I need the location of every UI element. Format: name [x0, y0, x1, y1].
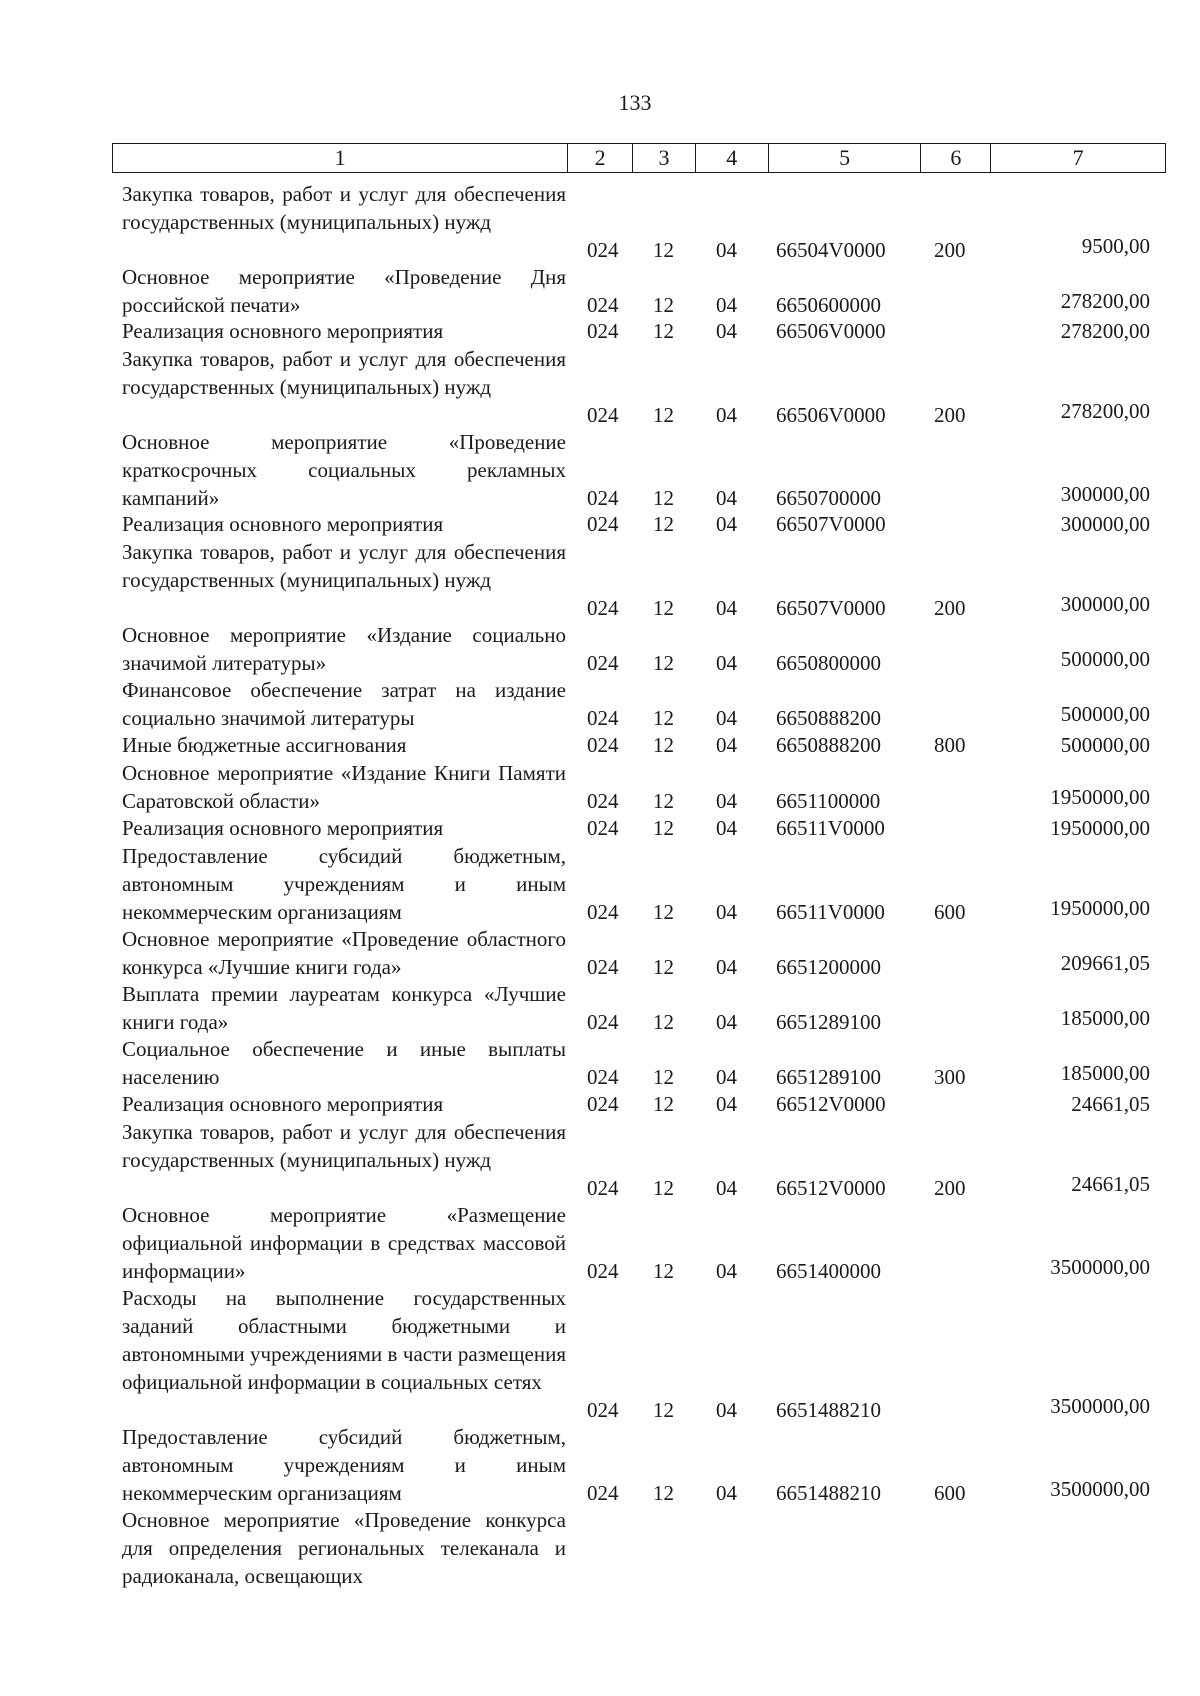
table-row: [0, 1201, 1200, 1285]
row-subsection: 04: [716, 789, 737, 813]
table-row: [0, 842, 1200, 926]
row-section: 12: [653, 900, 674, 924]
row-target-article: 6650700000: [776, 486, 881, 510]
row-section: 12: [653, 293, 674, 317]
row-admin-code: 024: [587, 319, 619, 343]
row-target-article: 66511V0000: [776, 816, 885, 840]
row-subsection: 04: [716, 1010, 737, 1034]
row-target-article: 66506V0000: [776, 319, 886, 343]
page-number: 133: [618, 90, 652, 115]
table-row: [0, 759, 1200, 815]
row-description: Основное мероприятие «Проведение Дня российской печати»: [122, 265, 566, 317]
row-admin-code: 024: [587, 1092, 619, 1116]
row-subsection: 04: [716, 512, 737, 536]
row-admin-code: 024: [587, 955, 619, 979]
row-target-article: 6651200000: [776, 955, 881, 979]
header-col-5: 5: [769, 144, 922, 172]
row-amount: 278200,00: [1060, 319, 1150, 343]
table-row: [0, 1423, 1200, 1507]
table-row: [0, 621, 1200, 677]
table-row: [0, 814, 1200, 842]
row-admin-code: 024: [587, 1259, 619, 1283]
row-subsection: 04: [716, 293, 737, 317]
row-section: 12: [653, 1398, 674, 1422]
row-admin-code: 024: [587, 651, 619, 675]
row-section: 12: [653, 1481, 674, 1505]
row-amount: 500000,00: [1060, 702, 1150, 726]
row-subsection: 04: [716, 733, 737, 757]
row-description: Основное мероприятие «Издание социально значимой литературы»: [122, 623, 566, 675]
row-target-article: 66512V0000: [776, 1176, 886, 1200]
row-section: 12: [653, 403, 674, 427]
row-subsection: 04: [716, 238, 737, 262]
row-admin-code: 024: [587, 596, 619, 620]
row-subsection: 04: [716, 1259, 737, 1283]
row-subsection: 04: [716, 1481, 737, 1505]
row-section: 12: [653, 1092, 674, 1116]
row-admin-code: 024: [587, 1481, 619, 1505]
row-admin-code: 024: [587, 293, 619, 317]
row-amount: 185000,00: [1060, 1061, 1150, 1085]
row-admin-code: 024: [587, 706, 619, 730]
row-subsection: 04: [716, 816, 737, 840]
row-subsection: 04: [716, 706, 737, 730]
row-expense-type: 300: [934, 1065, 966, 1089]
row-admin-code: 024: [587, 512, 619, 536]
table-row: [0, 1118, 1200, 1202]
row-subsection: 04: [716, 1398, 737, 1422]
row-admin-code: 024: [587, 403, 619, 427]
row-target-article: 6651488210: [776, 1398, 881, 1422]
row-amount: 209661,05: [1060, 951, 1150, 975]
row-section: 12: [653, 238, 674, 262]
row-amount: 3500000,00: [1050, 1477, 1150, 1501]
header-col-4: 4: [696, 144, 769, 172]
row-amount: 278200,00: [1060, 289, 1150, 313]
table-row: [0, 1090, 1200, 1118]
row-description: Основное мероприятие «Размещение официальной информации в средствах массовой информации»: [122, 1203, 566, 1283]
row-subsection: 04: [716, 403, 737, 427]
row-target-article: 6651289100: [776, 1065, 881, 1089]
row-description: Финансовое обеспечение затрат на издание социально значимой литературы: [122, 678, 566, 730]
row-admin-code: 024: [587, 900, 619, 924]
table-row: [0, 510, 1200, 538]
row-section: 12: [653, 706, 674, 730]
row-target-article: 6651488210: [776, 1481, 881, 1505]
row-section: 12: [653, 596, 674, 620]
row-amount: 1950000,00: [1050, 816, 1150, 840]
row-amount: 278200,00: [1060, 399, 1150, 423]
row-amount: 185000,00: [1060, 1006, 1150, 1030]
table-row: [0, 980, 1200, 1036]
row-amount: 1950000,00: [1050, 896, 1150, 920]
row-amount: 3500000,00: [1050, 1255, 1150, 1279]
row-target-article: 6650888200: [776, 733, 881, 757]
row-description: Закупка товаров, работ и услуг для обеспечения государственных (муниципальных) нужд: [122, 347, 566, 399]
table-row: [0, 1506, 1200, 1590]
row-description: Основное мероприятие «Проведение краткосрочных социальных рекламных кампаний»: [122, 430, 566, 510]
row-admin-code: 024: [587, 1176, 619, 1200]
row-amount: 300000,00: [1060, 482, 1150, 506]
row-admin-code: 024: [587, 1065, 619, 1089]
table-row: [0, 538, 1200, 622]
row-description: Закупка товаров, работ и услуг для обеспечения государственных (муниципальных) нужд: [122, 182, 566, 234]
row-description: Закупка товаров, работ и услуг для обеспечения государственных (муниципальных) нужд: [122, 540, 566, 592]
row-target-article: 6650800000: [776, 651, 881, 675]
row-target-article: 66504V0000: [776, 238, 886, 262]
row-admin-code: 024: [587, 238, 619, 262]
row-description: Реализация основного мероприятия: [122, 816, 444, 840]
row-admin-code: 024: [587, 816, 619, 840]
row-target-article: 66512V0000: [776, 1092, 886, 1116]
row-description: Предоставление субсидий бюджетным, автономным учреждениям и иным некоммерческим организациям: [122, 1425, 566, 1505]
row-description: Социальное обеспечение и иные выплаты населению: [122, 1037, 566, 1089]
table-row: [0, 1284, 1200, 1424]
row-section: 12: [653, 1065, 674, 1089]
row-section: 12: [653, 486, 674, 510]
row-section: 12: [653, 955, 674, 979]
row-expense-type: 600: [934, 1481, 966, 1505]
table-row: [0, 263, 1200, 319]
row-subsection: 04: [716, 486, 737, 510]
row-description: Основное мероприятие «Проведение областного конкурса «Лучшие книги года»: [122, 927, 566, 979]
row-amount: 24661,05: [1071, 1092, 1150, 1116]
row-target-article: 66506V0000: [776, 403, 886, 427]
row-expense-type: 200: [934, 403, 966, 427]
row-expense-type: 200: [934, 596, 966, 620]
table-row: [0, 428, 1200, 512]
row-subsection: 04: [716, 596, 737, 620]
row-admin-code: 024: [587, 789, 619, 813]
table-row: [0, 345, 1200, 429]
row-amount: 3500000,00: [1050, 1394, 1150, 1418]
row-amount: 1950000,00: [1050, 785, 1150, 809]
row-amount: 9500,00: [1081, 234, 1150, 258]
row-target-article: 6651100000: [776, 789, 881, 813]
row-subsection: 04: [716, 1092, 737, 1116]
row-section: 12: [653, 512, 674, 536]
row-target-article: 6650888200: [776, 706, 881, 730]
row-description: Основное мероприятие «Издание Книги Памяти Саратовской области»: [122, 761, 566, 813]
row-target-article: 66511V0000: [776, 900, 885, 924]
header-col-2: 2: [568, 144, 633, 172]
header-col-1: 1: [113, 144, 568, 172]
row-subsection: 04: [716, 651, 737, 675]
row-description: Расходы на выполнение государственных заданий областными бюджетными и автономными учреждениями в части размещения официальной информации в социальных сетях: [122, 1286, 566, 1394]
header-col-6: 6: [921, 144, 991, 172]
row-description: Предоставление субсидий бюджетным, автономным учреждениям и иным некоммерческим организациям: [122, 844, 566, 924]
row-expense-type: 800: [934, 733, 966, 757]
row-section: 12: [653, 816, 674, 840]
row-section: 12: [653, 1176, 674, 1200]
row-description: Выплата премии лауреатам конкурса «Лучшие книги года»: [122, 982, 566, 1034]
table-row: [0, 1035, 1200, 1091]
row-section: 12: [653, 733, 674, 757]
row-subsection: 04: [716, 900, 737, 924]
row-description: Реализация основного мероприятия: [122, 512, 444, 536]
row-expense-type: 600: [934, 900, 966, 924]
row-section: 12: [653, 1010, 674, 1034]
row-target-article: 6650600000: [776, 293, 881, 317]
row-amount: 300000,00: [1060, 512, 1150, 536]
table-row: [0, 180, 1200, 264]
table-row: [0, 731, 1200, 759]
row-subsection: 04: [716, 1176, 737, 1200]
row-admin-code: 024: [587, 1398, 619, 1422]
row-target-article: 66507V0000: [776, 596, 886, 620]
row-amount: 500000,00: [1060, 733, 1150, 757]
row-target-article: 66507V0000: [776, 512, 886, 536]
row-subsection: 04: [716, 319, 737, 343]
row-subsection: 04: [716, 1065, 737, 1089]
row-expense-type: 200: [934, 238, 966, 262]
row-admin-code: 024: [587, 1010, 619, 1034]
row-section: 12: [653, 651, 674, 675]
row-section: 12: [653, 319, 674, 343]
row-description: Реализация основного мероприятия: [122, 1092, 444, 1116]
row-amount: 24661,05: [1071, 1172, 1150, 1196]
row-amount: 500000,00: [1060, 647, 1150, 671]
row-description: Иные бюджетные ассигнования: [122, 733, 407, 757]
row-description: Реализация основного мероприятия: [122, 319, 444, 343]
row-amount: 300000,00: [1060, 592, 1150, 616]
row-section: 12: [653, 789, 674, 813]
header-col-7: 7: [1072, 145, 1084, 170]
table-row: [0, 317, 1200, 345]
row-target-article: 6651400000: [776, 1259, 881, 1283]
row-target-article: 6651289100: [776, 1010, 881, 1034]
table-row: [0, 925, 1200, 981]
row-subsection: 04: [716, 955, 737, 979]
row-expense-type: 200: [934, 1176, 966, 1200]
header-col-3: 3: [633, 144, 696, 172]
row-section: 12: [653, 1259, 674, 1283]
row-description: Основное мероприятие «Проведение конкурса для определения региональных телеканала и радиоканала, освещающих: [122, 1508, 566, 1588]
row-admin-code: 024: [587, 486, 619, 510]
table-row: [0, 676, 1200, 732]
row-admin-code: 024: [587, 733, 619, 757]
row-description: Закупка товаров, работ и услуг для обеспечения государственных (муниципальных) нужд: [122, 1120, 566, 1172]
